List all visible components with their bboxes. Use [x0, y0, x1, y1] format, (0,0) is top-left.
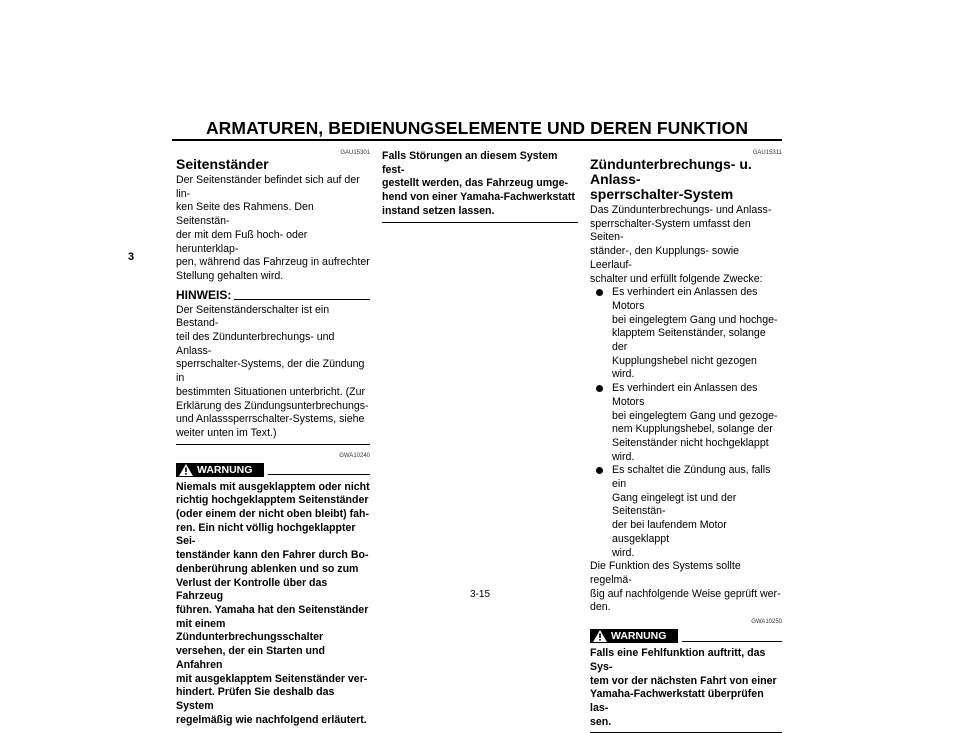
text-line: Stellung gehalten wird.	[176, 269, 284, 282]
warning-rule	[682, 641, 782, 642]
warning-triangle-icon	[593, 630, 607, 642]
list-item	[590, 286, 782, 382]
text-line: tem vor der nächsten Fahrt von einer	[590, 674, 777, 687]
text-line: ßig auf nachfolgende Weise geprüft wer-	[590, 587, 781, 600]
note-label: HINWEIS:	[176, 287, 232, 302]
text-line: (oder einem der nicht oben bleibt) fah-	[176, 508, 370, 521]
text-line: Gang eingelegt ist und der Seitenstän-	[612, 491, 737, 518]
warning-end-rule	[382, 222, 578, 223]
warning-rule	[268, 474, 370, 475]
text-line: tenständer kann den Fahrer durch Bo-	[176, 549, 369, 562]
column-left	[176, 150, 370, 727]
warning-paragraph	[176, 481, 370, 728]
text-line: Falls eine Fehlfunktion auftritt, das Sys-	[590, 647, 766, 673]
bullet-icon	[596, 385, 603, 392]
text-line: richtig hochgeklapptem Seitenständer	[176, 494, 369, 507]
section-code: GAU15311	[752, 150, 782, 156]
text-line: Der Seitenständer befindet sich auf der lin-	[176, 174, 360, 200]
text-line: pen, während das Fahrzeug in aufrechter	[176, 256, 370, 269]
text-line: Verlust der Kontrolle über das Fahrzeug	[176, 576, 328, 603]
column-right	[590, 150, 782, 733]
text-line: instand setzen lassen.	[382, 204, 495, 217]
outro-paragraph	[590, 560, 782, 615]
text-line: Erklärung des Zündungsunterbrechungs-	[176, 399, 369, 412]
warning-triangle-icon	[179, 464, 193, 476]
text-line: bei eingelegtem Gang und gezoge-	[612, 409, 778, 422]
text-line: den.	[590, 601, 611, 614]
section-code: GAU15301	[340, 150, 370, 156]
text-line: bei eingelegtem Gang und hochge-	[612, 313, 778, 326]
note-end-rule	[176, 444, 370, 445]
chapter-tab: 3	[128, 251, 135, 263]
text-line: hindert. Prüfen Sie deshalb das System	[176, 686, 335, 712]
bullet-icon	[596, 289, 603, 296]
purpose-list	[590, 286, 782, 560]
text-line: ken Seite des Rahmens. Den Seitenstän-	[176, 201, 314, 228]
warning-badge	[590, 629, 678, 643]
text-line: Die Funktion des Systems sollte regelmä-	[590, 560, 741, 586]
text-line: Kupplungshebel nicht gezogen wird.	[612, 354, 757, 381]
warning-paragraph	[590, 647, 782, 729]
warning-heading	[176, 463, 370, 477]
text-line: wird.	[612, 450, 635, 463]
text-line: bestimmten Situationen unterbricht. (Zur	[176, 385, 366, 398]
text-line: gestellt werden, das Fahrzeug umge-	[382, 177, 569, 190]
text-line: wird.	[612, 546, 635, 559]
warning-label: WARNUNG	[197, 463, 253, 476]
text-line: sperrschalter-Systems, der die Zündung in	[176, 358, 365, 385]
text-line: versehen, der ein Starten und Anfahren	[176, 645, 325, 671]
text-line: Es verhindert ein Anlassen des Motors	[612, 382, 758, 408]
note-heading	[176, 288, 370, 302]
warning-code: GWA10240	[339, 452, 370, 459]
text-line: sperrschalter-System umfasst den Seiten-	[590, 217, 751, 244]
bullet-icon	[596, 467, 603, 474]
page-header-title: ARMATUREN, BEDIENUNGSELEMENTE UND DEREN FUNKTION	[205, 118, 749, 138]
warning-label: WARNUNG	[611, 630, 667, 643]
warning-heading	[590, 629, 782, 643]
section-title	[590, 157, 782, 202]
page-number: 3-15	[469, 589, 490, 600]
intro-paragraph	[590, 204, 782, 286]
text-line: Niemals mit ausgeklapptem oder nicht	[176, 480, 370, 493]
text-line: sperrschalter-System	[590, 186, 734, 202]
header-rule	[172, 139, 782, 141]
text-line: Es verhindert ein Anlassen des Motors	[612, 286, 758, 312]
text-line: regelmäßig wie nachfolgend erläutert.	[176, 713, 367, 726]
note-paragraph	[176, 304, 370, 441]
text-line: der mit dem Fuß hoch- oder herunterklap-	[176, 228, 308, 255]
text-line: Falls Störungen an diesem System fest-	[382, 150, 558, 176]
list-item	[590, 464, 782, 560]
text-line: teil des Zündunterbrechungs- und Anlass-	[176, 331, 335, 357]
text-line: und Anlasssperrschalter-Systems, siehe	[176, 413, 365, 426]
warning-continued-paragraph	[382, 150, 578, 219]
text-line: Der Seitenständerschalter ist ein Bestand-	[176, 303, 330, 330]
text-line: nem Kupplungshebel, solange der	[612, 423, 773, 436]
text-line: klapptem Seitenständer, solange der	[612, 327, 766, 354]
section-title: Seitenständer	[176, 156, 269, 172]
text-line: Seitenständer nicht hochgeklappt	[612, 436, 769, 449]
text-line: denberührung ablenken und so zum	[176, 562, 359, 575]
text-line: hend von einer Yamaha-Fachwerkstatt	[382, 191, 575, 204]
text-line: führen. Yamaha hat den Seitenständer	[176, 603, 369, 616]
text-line: ständer-, den Kupplungs- sowie Leerlauf-	[590, 245, 739, 271]
text-line: schalter und erfüllt folgende Zwecke:	[590, 272, 763, 285]
text-line: Yamaha-Fachwerkstatt überprüfen las-	[590, 688, 764, 714]
text-line: mit ausgeklapptem Seitenständer ver-	[176, 672, 368, 685]
text-line: mit einem Zündunterbrechungsschalter	[176, 617, 324, 644]
note-rule	[234, 299, 370, 300]
text-line: Zündunterbrechungs- u. Anlass-	[590, 156, 752, 187]
text-line: sen.	[590, 715, 612, 728]
text-line: Es schaltet die Zündung aus, falls ein	[612, 464, 771, 491]
text-line: der bei laufendem Motor ausgeklappt	[612, 519, 727, 545]
text-line: Das Zündunterbrechungs- und Anlass-	[590, 204, 772, 216]
column-middle	[382, 150, 578, 223]
warning-badge	[176, 463, 264, 477]
intro-paragraph	[176, 174, 370, 284]
text-line: weiter unten im Text.)	[176, 426, 277, 439]
warning-code: GWA10250	[751, 619, 782, 626]
list-item	[590, 382, 782, 464]
text-line: ren. Ein nicht völlig hochgeklappter Sei-	[176, 521, 356, 548]
